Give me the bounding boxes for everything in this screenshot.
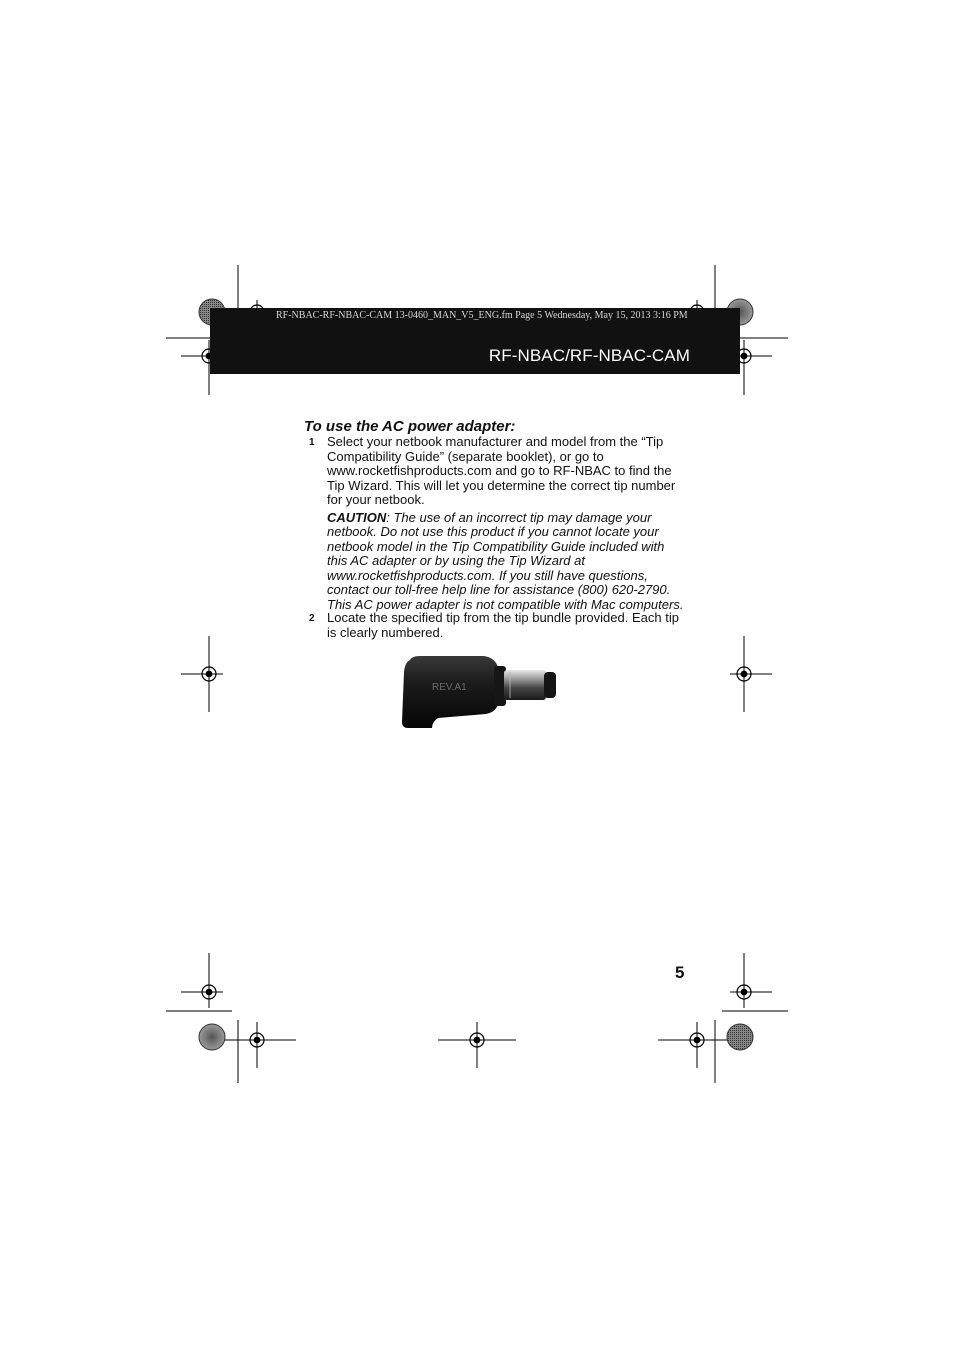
adapter-tip-image bbox=[398, 652, 560, 732]
caution-note bbox=[327, 511, 688, 613]
step-2 bbox=[304, 611, 688, 640]
caution-text: : The use of an incorrect tip may damage your netbook. Do not use this product if you cannot locate your netbook model in the Tip Compatibility Guide included with this AC adapter or by using the Tip Wizard at www.rocketfishproducts.com. If you still have questions, contact our toll-free help line for assistance (800) 620-2790. This AC power adapter is not compatible with Mac computers. bbox=[327, 509, 684, 612]
tip-label: REV.A1 bbox=[432, 682, 467, 693]
page-number: 5 bbox=[675, 963, 685, 982]
step-text: Select your netbook manufacturer and model from the “Tip Compatibility Guide” (separate booklet), or go to www.rocketfishproducts.com and go to RF-NBAC to find the Tip Wizard. This will let you determine the correct tip number for your netbook. bbox=[327, 434, 676, 507]
step-number: 2 bbox=[309, 613, 315, 624]
section-heading: To use the AC power adapter: bbox=[304, 418, 516, 435]
step-1 bbox=[304, 435, 688, 612]
step-number: 1 bbox=[309, 437, 315, 448]
caution-label: CAUTION bbox=[327, 509, 387, 525]
step-text: Locate the specified tip from the tip bundle provided. Each tip is clearly numbered. bbox=[327, 610, 679, 640]
header-title: RF-NBAC/RF-NBAC-CAM bbox=[488, 346, 690, 365]
file-slug: RF-NBAC-RF-NBAC-CAM 13-0460_MAN_V5_ENG.fm Page 5 Wednesday, May 15, 2013 3:16 PM bbox=[276, 310, 688, 321]
